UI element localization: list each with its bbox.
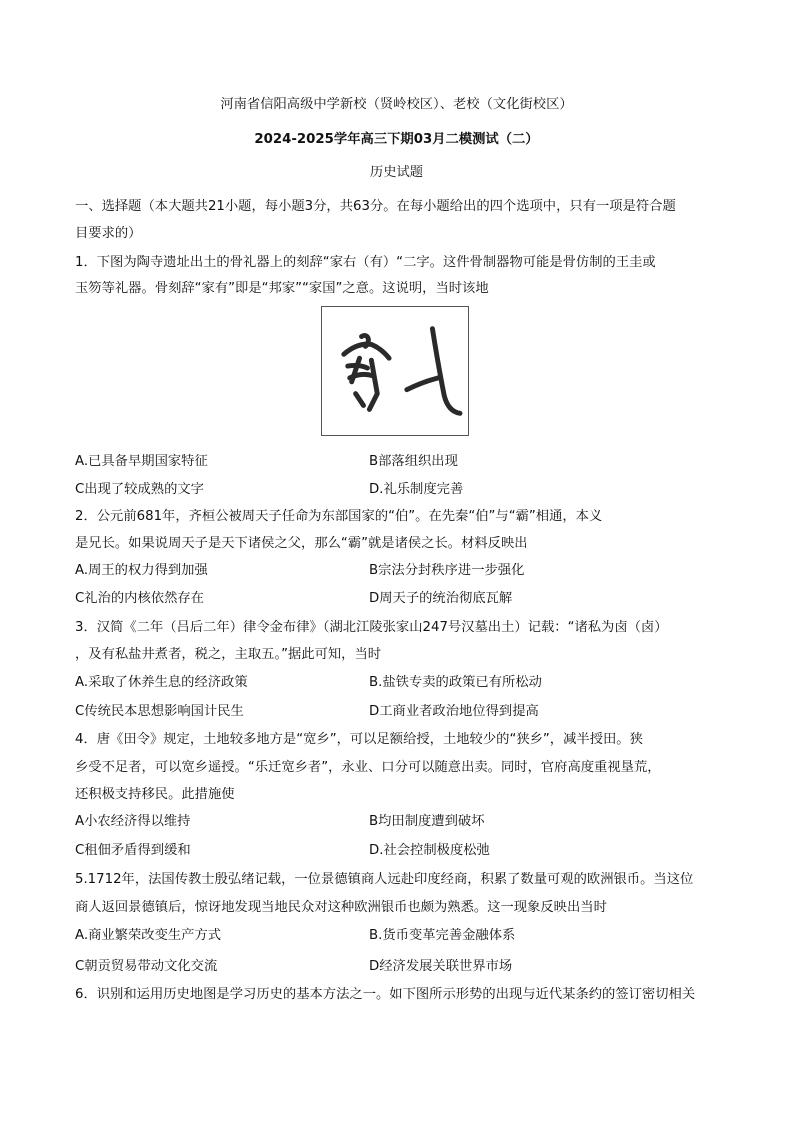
- question-3-option-b: B.盐铁专卖的政策已有所松动: [369, 675, 542, 690]
- question-1-line2: 玉笏等礼器。骨刻辞“家有”即是“邦家”“家国”之意。这说明，当时该地: [75, 281, 489, 296]
- question-2-option-d: D周天子的统治彻底瓦解: [369, 591, 513, 606]
- question-1-line1: 1．下图为陶寺遗址出土的骨礼器上的刻辞“家右（有）“二字。这件骨制器物可能是骨仿制的王圭或: [75, 255, 656, 270]
- question-1-option-b: B部落组织出现: [369, 454, 458, 469]
- question-4-option-c: C租佃矛盾得到缓和: [75, 843, 191, 858]
- question-4-option-b: B均田制度遭到破坏: [369, 814, 485, 829]
- question-4-option-d: D.社会控制极度松弛: [369, 843, 490, 858]
- question-4-line2: 乡受不足者，可以宽乡遥授。“乐迁宽乡者”，永业、口分可以随意出卖。同时，官府高度重视垦荒，: [75, 760, 661, 775]
- question-4-line1: 4．唐《田令》规定，土地较多地方是“宽乡”，可以足额给授，土地较少的“狭乡”，减半授田。狭: [75, 732, 643, 747]
- question-5-option-d: D经济发展关联世界市场: [369, 959, 513, 974]
- question-2-option-c: C礼治的内核依然存在: [75, 591, 204, 606]
- section-instructions-line1: 一、选择题（本大题共21小题，每小题3分，共63分。在每小题给出的四个选项中，只有一项是符合题: [75, 199, 676, 214]
- exam-title: 2024-2025学年高三下期03月二模测试（二）: [254, 132, 539, 147]
- section-instructions-line2: 目要求的）: [75, 226, 142, 241]
- subject-title: 历史试题: [369, 165, 424, 180]
- question-5-option-c: C朝贡贸易带动文化交流: [75, 959, 218, 974]
- question-6-line1: 6．识别和运用历史地图是学习历史的基本方法之一。如下图所示形势的出现与近代某条约的签订密切相关: [75, 987, 696, 1002]
- question-5-option-a: A.商业繁荣改变生产方式: [75, 928, 222, 943]
- bone-inscription-drawing: [322, 307, 468, 435]
- question-1-option-a: A.已具备早期国家特征: [75, 454, 208, 469]
- question-3-line2: ，及有私盐井煮者，税之，主取五。”据此可知，当时: [75, 647, 382, 662]
- question-4-option-a: A小农经济得以维持: [75, 814, 191, 829]
- question-2-option-a: A.周王的权力得到加强: [75, 563, 208, 578]
- question-2-line1: 2．公元前681年，齐桓公被周天子任命为东部国家的“伯”。在先秦“伯”与“霸”相通，本义: [75, 509, 603, 524]
- question-5-line1: 5.1712年，法国传教士殷弘绪记载，一位景德镇商人远赴印度经商，积累了数量可观的欧洲银币。当这位: [75, 872, 694, 887]
- question-4-line3: 还积极支持移民。此措施使: [75, 787, 235, 802]
- question-5-option-b: B.货币变革完善金融体系: [369, 928, 516, 943]
- question-3-line1: 3．汉简《二年（吕后二年）律令金布律》（湖北江陵张家山247号汉墓出土）记载：“诸私为卤（卤）: [75, 620, 668, 635]
- question-2-line2: 是兄长。如果说周天子是天下诸侯之父，那么“霸”就是诸侯之长。材料反映出: [75, 536, 528, 551]
- question-3-option-d: D工商业者政治地位得到提高: [369, 704, 539, 719]
- question-1-option-d: D.礼乐制度完善: [369, 482, 464, 497]
- question-2-option-b: B宗法分封秩序进一步强化: [369, 563, 525, 578]
- question-1-option-c: C出现了较成熟的文字: [75, 482, 204, 497]
- school-title: 河南省信阳高级中学新校（贤岭校区）、老校（文化街校区）: [220, 97, 573, 112]
- question-3-option-a: A.采取了休养生息的经济政策: [75, 675, 248, 690]
- question-5-line2: 商人返回景德镇后，惊讶地发现当地民众对这种欧洲银币也颇为熟悉。这一现象反映出当时: [75, 900, 607, 915]
- bone-inscription-image: [321, 306, 469, 436]
- question-3-option-c: C传统民本思想影响国计民生: [75, 704, 244, 719]
